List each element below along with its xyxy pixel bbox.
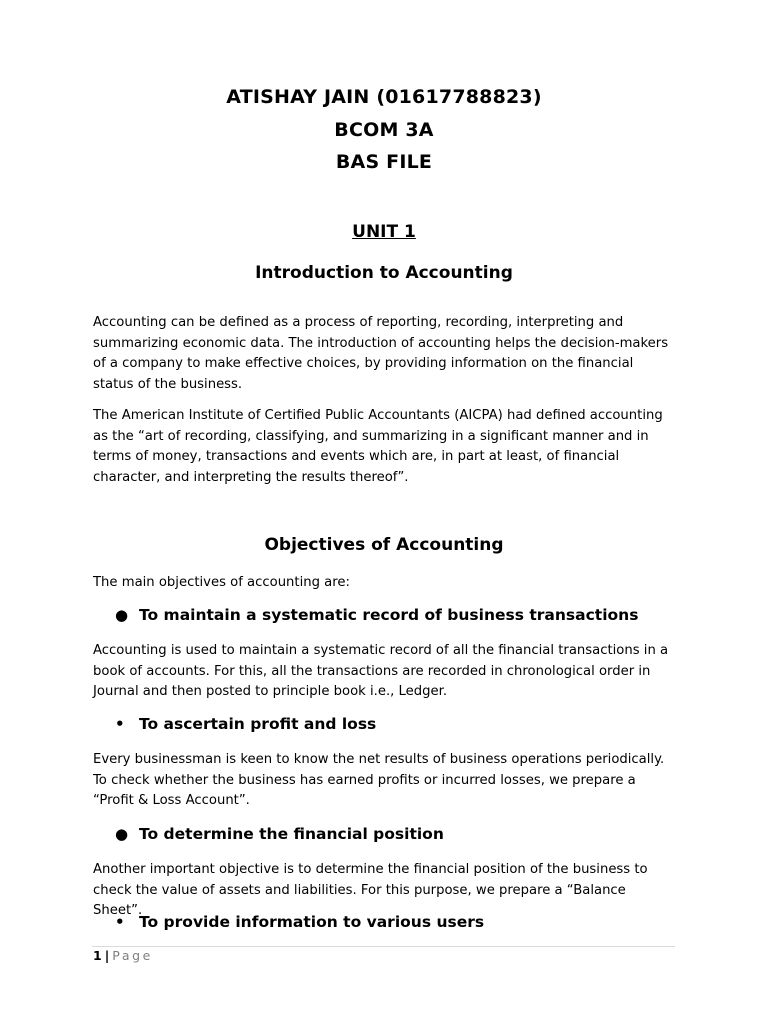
objective-heading-text: To provide information to various users	[139, 913, 485, 931]
file-title-line: BAS FILE	[335, 151, 433, 173]
objectives-intro: The main objectives of accounting are:	[93, 575, 350, 590]
bullet-icon: ●	[115, 606, 129, 624]
footer-separator: |	[104, 948, 110, 963]
bullet-icon: ●	[115, 825, 129, 843]
unit-heading: UNIT 1	[352, 222, 416, 242]
objective-heading-3	[115, 825, 695, 843]
objective-body-1: Accounting is used to maintain a systematic record of all the financial transactions in a book of accounts. For this, all the transactions are recorded in chronological order in Journal and then posted to principle book i.e., Ledger.	[93, 643, 669, 700]
section-heading-objectives: Objectives of Accounting	[264, 535, 504, 555]
objective-heading-text: To ascertain profit and loss	[139, 715, 377, 733]
class-line: BCOM 3A	[334, 119, 434, 141]
section-heading-introduction: Introduction to Accounting	[255, 263, 513, 283]
intro-paragraph-2: The American Institute of Certified Public Accountants (AICPA) had defined accounting as the “art of recording, classifying, and summarizing in a significant manner and in terms of money, transactions and events which are, in part at least, of financial character, and interpreting the results thereof”.	[93, 408, 663, 485]
bullet-icon: •	[115, 715, 125, 733]
objective-heading-4	[115, 913, 695, 931]
objective-heading-text: To maintain a systematic record of business transactions	[139, 606, 639, 624]
page-label: Page	[112, 948, 153, 963]
author-line: ATISHAY JAIN (01617788823)	[226, 86, 542, 108]
intro-paragraph-1: Accounting can be defined as a process of reporting, recording, interpreting and summarizing economic data. The introduction of accounting helps the decision-makers of a company to make effective choices, by providing information on the financial status of the business.	[93, 315, 669, 392]
objective-body-3: Another important objective is to determine the financial position of the business to check the value of assets and liabilities. For this purpose, we prepare a “Balance Sheet”.	[93, 862, 648, 919]
page-number: 1	[93, 948, 102, 963]
bullet-icon: •	[115, 913, 125, 931]
footer-divider	[92, 946, 675, 947]
objective-heading-text: To determine the financial position	[139, 825, 444, 843]
objective-body-2: Every businessman is keen to know the net results of business operations periodically. To check whether the business has earned profits or incurred losses, we prepare a “Profit & Loss Account”.	[93, 752, 665, 809]
objective-heading-2	[115, 715, 695, 733]
page-footer	[93, 948, 153, 963]
objective-heading-1	[115, 606, 695, 624]
